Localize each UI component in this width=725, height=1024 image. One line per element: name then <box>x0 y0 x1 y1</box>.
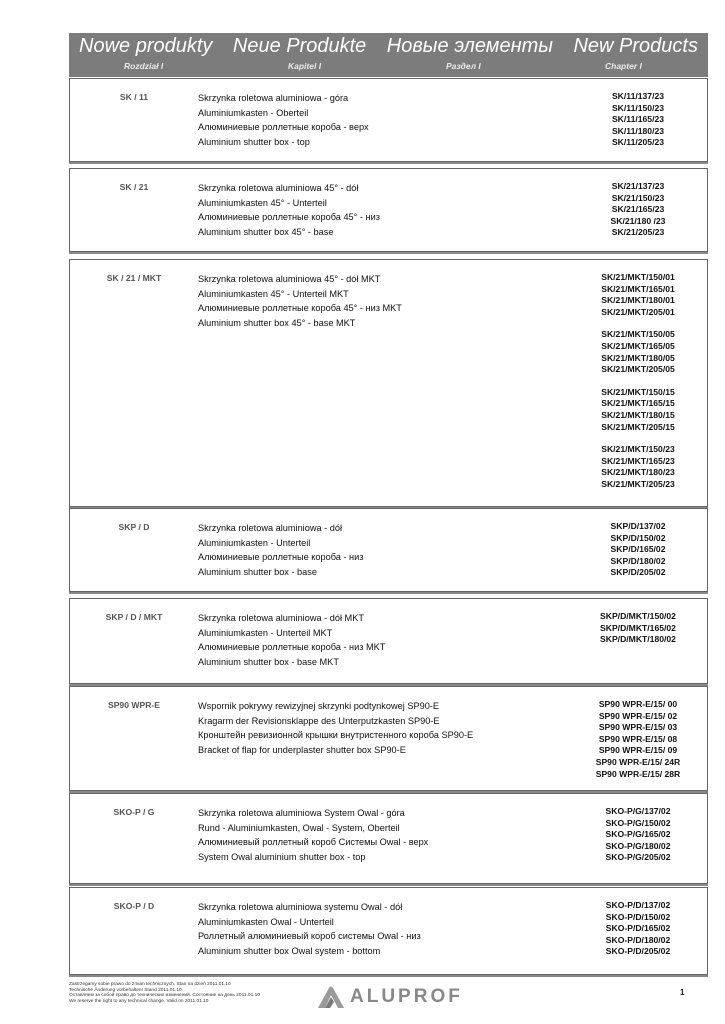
reference-code: SK/21/MKT/165/01 <box>601 283 675 294</box>
title-german: Neue Produkte <box>232 34 367 57</box>
reference-code: SK/21/MKT/205/15 <box>601 421 675 432</box>
product-code: SK / 11 <box>119 92 149 102</box>
product-references <box>583 521 693 590</box>
reference-code: SKP/D/MKT/150/02 <box>600 611 676 621</box>
reference-code: SK/21/MKT/180/05 <box>601 352 675 363</box>
description-line: Skrzynka roletowa aluminiowa - dół MKT <box>198 613 364 623</box>
reference-code: SP90 WPR-E/15/ 03 <box>598 722 678 733</box>
reference-code: SK/21/MKT/165/15 <box>601 398 675 409</box>
reference-group <box>583 806 693 864</box>
reference-code: SK/21/MKT/180/15 <box>601 409 675 420</box>
reference-code: SKP/D/MKT/180/02 <box>600 634 676 645</box>
product-code: SK / 21 <box>119 182 149 192</box>
disclaimer-line: Zastrzegamy sobie prawo do zmian technicznych. Stan na dzień 2011.01.10 <box>69 982 231 987</box>
description-line: Aluminium shutter box 45° - base <box>198 226 334 237</box>
product-references <box>583 272 693 502</box>
reference-code: SK/21/MKT/150/15 <box>601 386 675 397</box>
reference-code: SK/21/MKT/205/23 <box>601 478 675 489</box>
description-line: Kragarm der Revisionsklappe des Unterputzkasten SP90-E <box>198 715 440 726</box>
product-references <box>583 181 693 250</box>
reference-code: SP90 WPR-E/15/ 00 <box>598 699 678 709</box>
reference-code: SK/11/205/23 <box>611 137 665 148</box>
logo-wordmark: ALUPROF <box>350 986 463 1007</box>
description-line: Кронштейн ревизионной крышки внутристенного короба SP90-E <box>198 730 474 741</box>
reference-code: SKO-P/G/205/02 <box>605 852 671 863</box>
product-code: SP90 WPR-E <box>107 700 161 710</box>
chapter-russian: Раздел I <box>446 61 481 71</box>
description-line: Алюминиевые роллетные короба - низ <box>198 552 364 563</box>
disclaimer-line: We reserve the right to any technical change. Valid on 2011.01.10 <box>69 998 209 1004</box>
reference-code: SP90 WPR-E/15/ 09 <box>598 745 678 756</box>
description-line: Алюминиевые роллетные короба 45° - низ <box>198 212 380 223</box>
chapter-polish: Rozdział I <box>124 61 164 71</box>
reference-code: SP90 WPR-E/15/ 28R <box>595 768 681 779</box>
description-line: Aluminiumkasten 45° - Unterteil <box>198 197 327 208</box>
chapter-german: Kapitel I <box>288 61 322 71</box>
reference-code: SKO-P/G/165/02 <box>605 829 671 840</box>
reference-code: SKP/D/150/02 <box>610 532 666 543</box>
description-line: Skrzynka roletowa aluminiowa - dół <box>198 523 342 533</box>
description-line: Bracket of flap for underplaster shutter box SP90-E <box>198 744 406 755</box>
reference-code: SK/21/MKT/150/23 <box>601 444 675 455</box>
reference-code: SK/21/MKT/205/01 <box>601 306 675 317</box>
description-line: Aluminiumkasten - Unterteil <box>198 537 311 548</box>
description-line: Skrzynka roletowa aluminiowa - góra <box>198 93 349 103</box>
product-description <box>198 806 428 864</box>
description-line: Skrzynka roletowa aluminiowa System Owal - góra <box>198 808 405 818</box>
reference-group <box>583 900 693 958</box>
description-line: Skrzynka roletowa aluminiowa 45° - dół MKT <box>198 274 381 284</box>
reference-code: SKP/D/180/02 <box>610 555 666 566</box>
description-line: Aluminium shutter box - base MKT <box>198 656 339 667</box>
aluprof-logo <box>316 984 486 1010</box>
reference-code: SK/21/MKT/150/01 <box>601 272 675 282</box>
title-polish: Nowe produkty <box>79 34 213 57</box>
reference-code: SK/21/165/23 <box>611 204 665 215</box>
reference-code: SK/21/MKT/180/23 <box>601 467 675 478</box>
product-description <box>198 91 369 149</box>
reference-code: SK/21/150/23 <box>611 192 665 203</box>
title-russian: Новые элементы <box>386 34 553 57</box>
reference-code: SKO-P/D/150/02 <box>605 911 671 922</box>
description-line: Aluminium shutter box - top <box>198 136 310 147</box>
product-section <box>69 793 708 884</box>
footer-disclaimer <box>69 982 260 1004</box>
disclaimer-line: Technische Änderung vorbehalten! Stand 2011.01.10 <box>69 987 182 993</box>
description-line: Aluminiumkasten - Unterteil MKT <box>198 627 333 638</box>
product-references <box>583 611 693 657</box>
product-references <box>583 900 693 969</box>
reference-code: SK/11/180/23 <box>611 125 665 136</box>
reference-code: SK/11/165/23 <box>611 114 665 125</box>
reference-code: SK/21/MKT/180/01 <box>601 295 675 306</box>
description-line: Aluminium shutter box - base <box>198 566 317 577</box>
reference-code: SK/21/MKT/205/05 <box>601 364 675 375</box>
reference-group <box>583 272 693 318</box>
reference-group <box>583 521 693 579</box>
product-section <box>69 168 708 252</box>
description-line: Aluminiumkasten 45° - Unterteil MKT <box>198 288 349 299</box>
product-description <box>198 272 402 330</box>
description-line: Wspornik pokrywy rewizyjnej skrzynki podtynkowej SP90-E <box>198 701 439 711</box>
description-line: System Owal aluminium shutter box - top <box>198 851 366 862</box>
reference-code: SKP/D/165/02 <box>610 544 666 555</box>
reference-code: SP90 WPR-E/15/ 24R <box>595 756 681 767</box>
product-code: SKO-P / D <box>113 901 155 911</box>
reference-code: SK/21/MKT/150/05 <box>601 329 675 340</box>
product-references <box>583 91 693 160</box>
reference-code: SK/21/137/23 <box>611 181 665 191</box>
reference-code: SK/11/150/23 <box>611 102 665 113</box>
reference-code: SK/21/205/23 <box>611 227 665 238</box>
description-line: Алюминиевые роллетные короба - низ MKT <box>198 642 386 653</box>
header-titles <box>69 33 708 59</box>
reference-code: SKP/D/205/02 <box>610 567 666 578</box>
reference-group <box>583 181 693 239</box>
product-code: SKP / D <box>118 522 150 532</box>
product-code: SK / 21 / MKT <box>106 273 162 283</box>
reference-code: SK/21/MKT/165/05 <box>601 340 675 351</box>
description-line: Skrzynka roletowa aluminiowa 45° - dół <box>198 183 359 193</box>
reference-group <box>583 611 693 646</box>
page-number: 1 <box>680 988 685 997</box>
reference-group <box>583 699 693 780</box>
reference-code: SKP/D/137/02 <box>610 521 666 531</box>
description-line: Skrzynka roletowa aluminiowa systemu Owal - dół <box>198 902 403 912</box>
product-description <box>198 181 380 239</box>
disclaimer-line: Оставляем за собой право до технических изменений. Состояние на день 2011.01.10 <box>69 993 260 999</box>
reference-code: SKO-P/G/137/02 <box>605 806 671 816</box>
product-references <box>583 806 693 875</box>
description-line: Роллетный алюминиевый короб системы Owal - низ <box>198 931 421 942</box>
reference-code: SKO-P/G/180/02 <box>605 840 671 851</box>
description-line: Aluminiumkasten - Oberteil <box>198 107 309 118</box>
product-code: SKP / D / MKT <box>105 612 163 622</box>
description-line: Алюминиевые роллетные короба - верх <box>198 122 369 133</box>
product-code: SKO-P / G <box>113 807 155 817</box>
product-section <box>69 686 708 791</box>
reference-code: SKO-P/D/180/02 <box>605 934 671 945</box>
description-line: Алюминиевые роллетные короба 45° - низ MKT <box>198 303 402 314</box>
page-header <box>69 33 708 77</box>
product-description <box>198 521 363 579</box>
reference-code: SK/11/137/23 <box>611 91 665 101</box>
reference-group <box>583 387 693 433</box>
reference-code: SKO-P/D/165/02 <box>605 923 671 934</box>
reference-code: SP90 WPR-E/15/ 08 <box>598 733 678 744</box>
product-references <box>583 699 693 791</box>
reference-code: SKO-P/D/137/02 <box>605 900 671 910</box>
product-section <box>69 78 708 162</box>
reference-code: SKO-P/D/205/02 <box>605 946 671 957</box>
product-section <box>69 508 708 592</box>
chapter-english: Chapter I <box>605 61 642 71</box>
reference-code: SKO-P/G/150/02 <box>605 817 671 828</box>
product-description <box>198 611 385 669</box>
description-line: Aluminium shutter box 45° - base MKT <box>198 317 356 328</box>
reference-group <box>583 91 693 149</box>
description-line: Алюминиевый роллетный короб Системы Owal - верх <box>198 837 429 848</box>
description-line: Aluminiumkasten Owal - Unterteil <box>198 916 334 927</box>
description-line: Aluminium shutter box Owal system - bottom <box>198 945 381 956</box>
reference-code: SKP/D/MKT/165/02 <box>600 622 676 633</box>
reference-code: SK/21/MKT/165/23 <box>601 455 675 466</box>
product-description <box>198 699 473 757</box>
product-description <box>198 900 421 958</box>
title-english: New Products <box>573 34 698 57</box>
description-line: Rund - Aluminiumkasten, Owal - System, Oberteil <box>198 822 400 833</box>
product-section <box>69 598 708 684</box>
product-section <box>69 887 708 975</box>
product-section <box>69 259 708 507</box>
aluprof-logo-icon <box>316 984 346 1010</box>
reference-group <box>583 329 693 375</box>
reference-code: SP90 WPR-E/15/ 02 <box>598 710 678 721</box>
reference-group <box>583 444 693 490</box>
reference-code: SK/21/180 /23 <box>610 215 666 226</box>
